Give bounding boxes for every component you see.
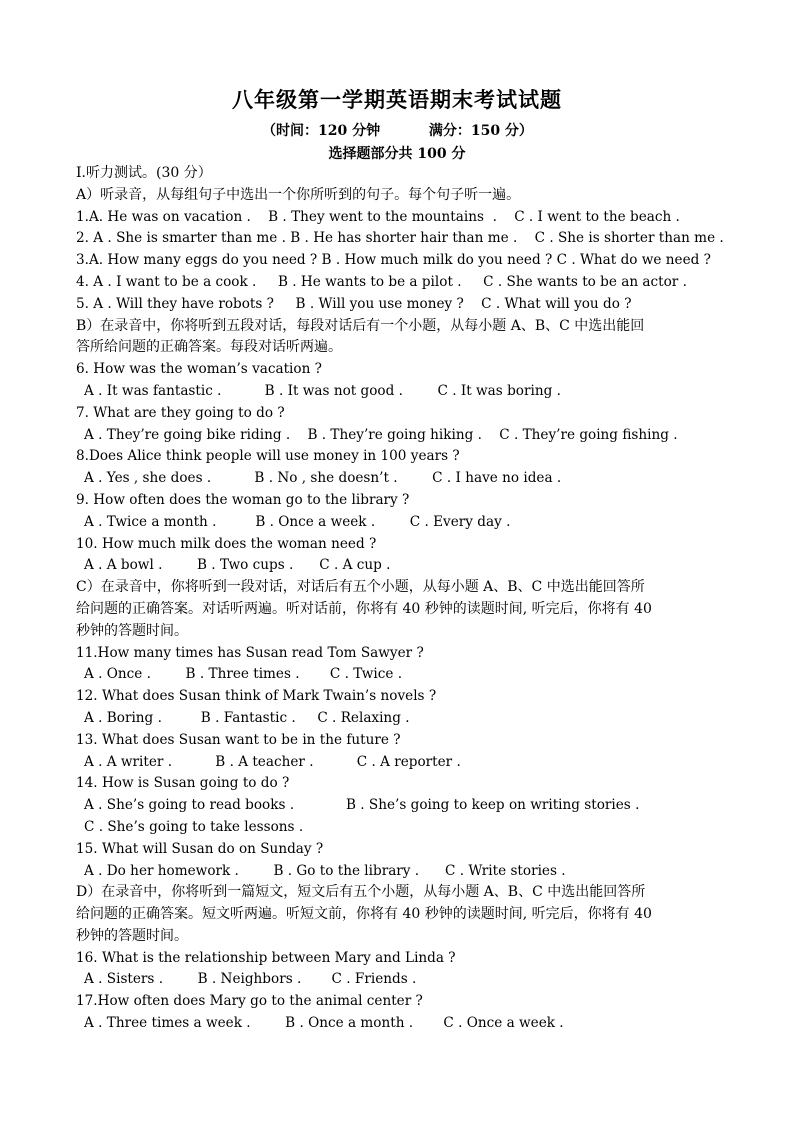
- section-score-note: 选择题部分共 100 分: [328, 146, 466, 162]
- question-line: 10. How much milk does the woman need ?: [76, 535, 377, 552]
- exam-body: [76, 163, 726, 1035]
- question-line: 4. A . I want to be a cook . B . He wants to be a pilot . C . She wants to be an actor .: [76, 273, 687, 290]
- answer-options-line: C . She’s going to take lessons .: [84, 818, 304, 835]
- question-line: 12. What does Susan think of Mark Twain’s novels ?: [76, 688, 437, 705]
- question-line: 14. How is Susan going to do ?: [76, 775, 290, 792]
- instruction-line: B）在录音中，你将听到五段对话，每段对话后有一个小题，从每小题 A、B、C 中选出能回: [76, 317, 645, 334]
- instruction-line: 给问题的正确答案。对话听两遍。听对话前，你将有 40 秒钟的读题时间, 听完后，你将有 40: [76, 600, 652, 617]
- answer-options-line: A . Do her homework . B . Go to the library . C . Write stories .: [84, 862, 566, 879]
- question-line: 1.A. He was on vacation . B . They went to the mountains . C . I went to the beach .: [76, 208, 680, 225]
- question-line: 9. How often does the woman go to the library ?: [76, 491, 410, 508]
- instruction-line: I.听力测试。(30 分）: [76, 165, 212, 181]
- instruction-line: 答所给问题的正确答案。每段对话听两遍。: [76, 339, 342, 356]
- instruction-line: 给问题的正确答案。短文听两遍。听短文前，你将有 40 秒钟的读题时间, 听完后，你将有 40: [76, 906, 652, 923]
- question-line: 16. What is the relationship between Mary and Linda ?: [76, 949, 456, 966]
- answer-options-line: A . She’s going to read books . B . She’s going to keep on writing stories .: [84, 797, 640, 814]
- answer-options-line: A . It was fantastic . B . It was not good . C . It was boring .: [84, 382, 561, 399]
- question-line: 7. What are they going to do ?: [76, 404, 285, 421]
- question-line: 5. A . Will they have robots ? B . Will you use money ? C . What will you do ?: [76, 295, 632, 312]
- answer-options-line: A . Three times a week . B . Once a month . C . Once a week .: [84, 1015, 564, 1032]
- instruction-line: A）听录音，从每组句子中选出一个你所听到的句子。每个句子听一遍。: [76, 186, 521, 203]
- instruction-line: 秒钟的答题时间。: [76, 927, 188, 944]
- instruction-line: C）在录音中，你将听到一段对话，对话后有五个小题，从每小题 A、B、C 中选出能回答所: [76, 579, 645, 596]
- answer-options-line: A . Yes , she does . B . No , she doesn’t . C . I have no idea .: [84, 470, 562, 487]
- question-line: 6. How was the woman’s vacation ?: [76, 361, 322, 378]
- question-line: 13. What does Susan want to be in the future ?: [76, 731, 401, 748]
- question-line: 17.How often does Mary go to the animal center ?: [76, 993, 423, 1010]
- answer-options-line: A . A bowl . B . Two cups . C . A cup .: [84, 557, 391, 574]
- answer-options-line: A . Twice a month . B . Once a week . C . Every day .: [84, 513, 511, 530]
- answer-options-line: A . Sisters . B . Neighbors . C . Friends .: [84, 971, 417, 988]
- question-line: 11.How many times has Susan read Tom Sawyer ?: [76, 644, 424, 661]
- question-line: 8.Does Alice think people will use money in 100 years ?: [76, 448, 460, 465]
- question-line: 15. What will Susan do on Sunday ?: [76, 840, 324, 857]
- exam-title: 八年级第一学期英语期末考试试题: [232, 87, 562, 112]
- question-line: 2. A . She is smarter than me . B . He has shorter hair than me . C . She is shorter than me .: [76, 230, 724, 247]
- instruction-line: D）在录音中，你将听到一篇短文，短文后有五个小题，从每小题 A、B、C 中选出能回答所: [76, 884, 646, 901]
- answer-options-line: A . Boring . B . Fantastic . C . Relaxing .: [84, 709, 410, 726]
- answer-options-line: A . Once . B . Three times . C . Twice .: [84, 666, 403, 683]
- answer-options-line: A . They’re going bike riding . B . They’re going hiking . C . They’re going fishing .: [84, 426, 678, 443]
- exam-time-and-score: （时间：120 分钟 满分：150 分）: [262, 123, 533, 139]
- question-line: 3.A. How many eggs do you need ? B . How much milk do you need ? C . What do we need ?: [76, 252, 711, 269]
- answer-options-line: A . A writer . B . A teacher . C . A reporter .: [84, 753, 461, 770]
- instruction-line: 秒钟的答题时间。: [76, 622, 188, 639]
